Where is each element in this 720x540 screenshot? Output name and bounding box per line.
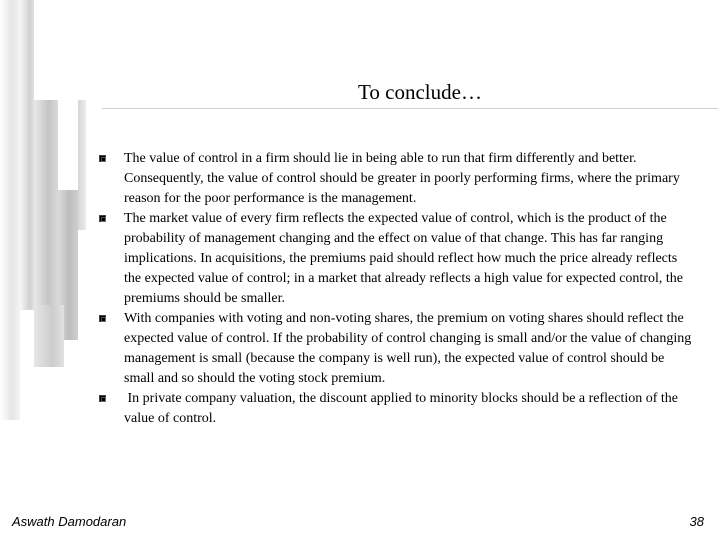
bullet-text: With companies with voting and non-voting shares, the premium on voting shares should reflect the expected value of control. If the probability of control changing is small and/or the value of changing management is small (because the company is well run), the expected value of control should be small and so should the voting stock premium. bbox=[124, 311, 692, 386]
bullet-item bbox=[96, 149, 692, 209]
bullet-item bbox=[96, 389, 692, 429]
footer-author: Aswath Damodaran bbox=[12, 514, 127, 529]
decorative-gradient-bar bbox=[34, 100, 58, 305]
square-bullet-icon bbox=[99, 315, 106, 322]
bullet-item bbox=[96, 209, 692, 309]
title-divider bbox=[102, 108, 718, 109]
slide-title: To conclude… bbox=[358, 80, 482, 104]
page-number: 38 bbox=[689, 514, 704, 529]
square-bullet-icon bbox=[99, 155, 106, 162]
decorative-gradient-bar bbox=[78, 100, 86, 230]
bullet-text: The value of control in a firm should lie in being able to run that firm differently and better. Consequently, the value of control should be greater in poorly performing firms, where the primary reason for the poor performance is the management. bbox=[124, 151, 680, 206]
bullet-item bbox=[96, 309, 692, 389]
decorative-gradient-bar bbox=[0, 0, 20, 420]
bullet-text: In private company valuation, the discount applied to minority blocks should be a reflection of the value of control. bbox=[124, 391, 682, 426]
square-bullet-icon bbox=[99, 215, 106, 222]
decorative-gradient-bar bbox=[58, 190, 78, 340]
bullet-text: The market value of every firm reflects the expected value of control, which is the product of the probability of management changing and the effect on value of that change. This has far ranging implications. In acquisitions, the premiums paid should reflect how much the price already reflects the expected value of control; in a market that already reflects a high value for expected control, the premiums should be smaller. bbox=[124, 211, 683, 306]
decorative-gradient-bar bbox=[20, 0, 34, 310]
decorative-gradient-bar bbox=[34, 305, 64, 367]
square-bullet-icon bbox=[99, 395, 106, 402]
bullet-list bbox=[96, 149, 692, 429]
